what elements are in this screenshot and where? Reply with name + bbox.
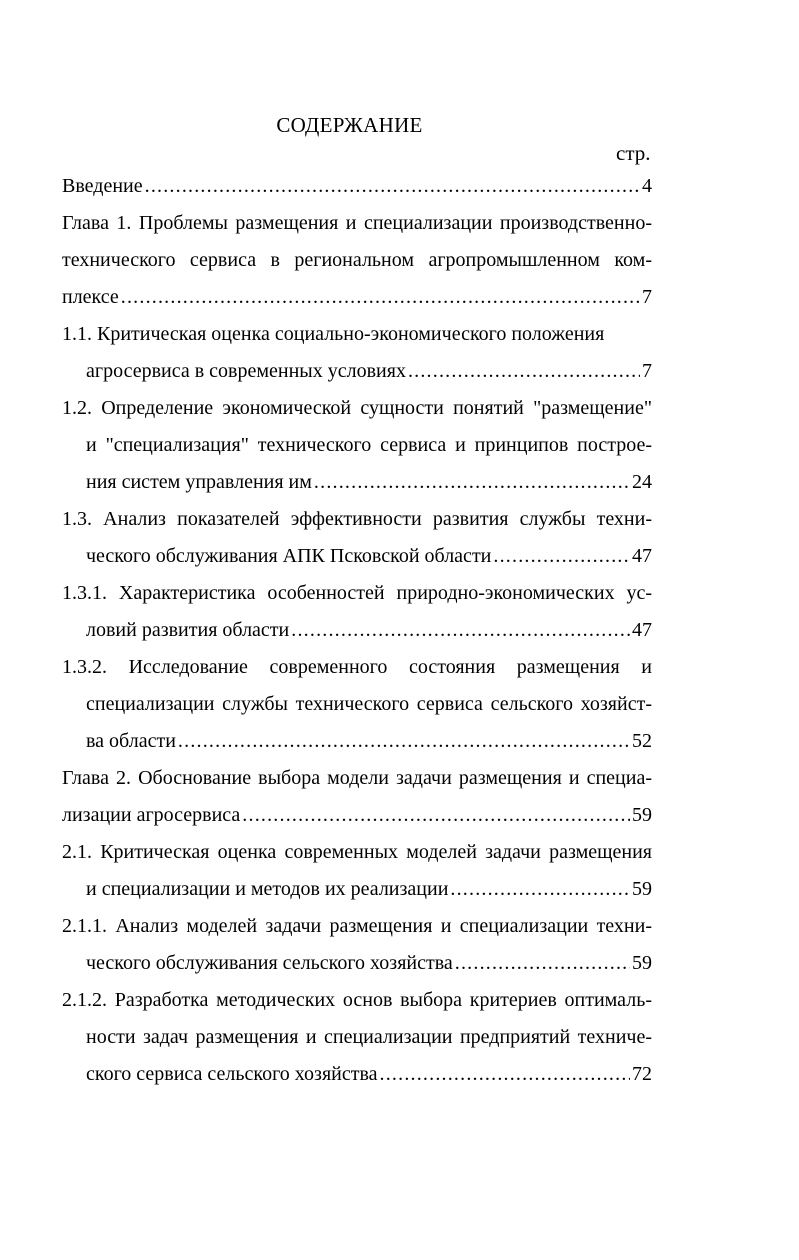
toc-line [62,1056,652,1093]
toc-entry-text: ния систем управления им [86,471,312,493]
toc-page-number: 24 [632,471,652,493]
toc-entry-text: лизации агросервиса [62,804,241,826]
toc-page-number: 47 [632,619,652,641]
toc-line: 1.2. Определение экономической сущности понятий "размещение" [62,397,652,419]
toc-page-number: 47 [632,545,652,567]
leader-dots [242,797,630,834]
toc-page-number: 59 [632,804,652,826]
toc-line [62,612,652,649]
toc-page-number: 72 [632,1063,652,1085]
toc-line: 1.3.2. Исследование современного состояния размещения и [62,656,652,678]
toc-line [62,353,652,390]
leader-dots [121,279,640,316]
toc-line: технического сервиса в региональном агропромышленном ком- [62,249,652,271]
toc-line: ности задач размещения и специализации предприятий техниче- [86,1026,652,1048]
toc-entry-text: плексе [62,286,119,308]
toc-line [62,797,652,834]
toc-line: 2.1.1. Анализ моделей задачи размещения и специализации техни- [62,915,652,937]
toc-entry-text: Введение [62,175,143,197]
toc-line: 2.1.2. Разработка методических основ выбора критериев оптималь- [62,989,652,1011]
toc-line: 2.1. Критическая оценка современных моделей задачи размещения [62,841,652,863]
leader-dots [145,168,640,205]
toc-entry-text: ческого обслуживания АПК Псковской области [86,545,492,567]
leader-dots [450,871,630,908]
page-title: СОДЕРЖАНИЕ [276,113,423,137]
leader-dots [408,353,640,390]
toc-page-number: 52 [632,730,652,752]
toc-entry-text: и специализации и методов их реализации [86,878,449,900]
toc-entry-text: агросервиса в современных условиях [86,360,406,382]
toc-line [62,279,652,316]
toc-entry-text: ловий развития области [86,619,290,641]
toc-line: 1.3.1. Характеристика особенностей природно-экономических ус- [62,582,652,604]
toc-entry-text: ческого обслуживания сельского хозяйства [86,952,453,974]
toc-line [62,168,652,205]
toc-line: специализации службы технического сервиса сельского хозяйст- [86,693,652,715]
toc-line [62,723,652,760]
toc-line [62,538,652,575]
toc-page-number: 59 [632,878,652,900]
toc-line: 1.1. Критическая оценка социально-экономического положения [62,323,605,345]
leader-dots [493,538,630,575]
toc-line: Глава 1. Проблемы размещения и специализации производственно- [62,212,652,234]
leader-dots [455,945,630,982]
toc-line: и "специализация" технического сервиса и принципов построе- [86,434,652,456]
toc-line [62,945,652,982]
toc-line: Глава 2. Обоснование выбора модели задачи размещения и специа- [62,767,652,789]
leader-dots [380,1056,630,1093]
table-of-contents [62,168,652,1093]
toc-page-number: 7 [642,360,652,382]
toc-entry-text: ва области [86,730,176,752]
toc-entry-text: ского сервиса сельского хозяйства [86,1063,378,1085]
page-column-label: стр. [616,141,651,165]
toc-page-number: 7 [642,286,652,308]
toc-line [62,464,652,501]
toc-page-number: 59 [632,952,652,974]
toc-line [62,871,652,908]
toc-line: 1.3. Анализ показателей эффективности развития службы техни- [62,508,652,530]
leader-dots [291,612,630,649]
leader-dots [178,723,630,760]
leader-dots [314,464,630,501]
toc-page-number: 4 [642,175,652,197]
